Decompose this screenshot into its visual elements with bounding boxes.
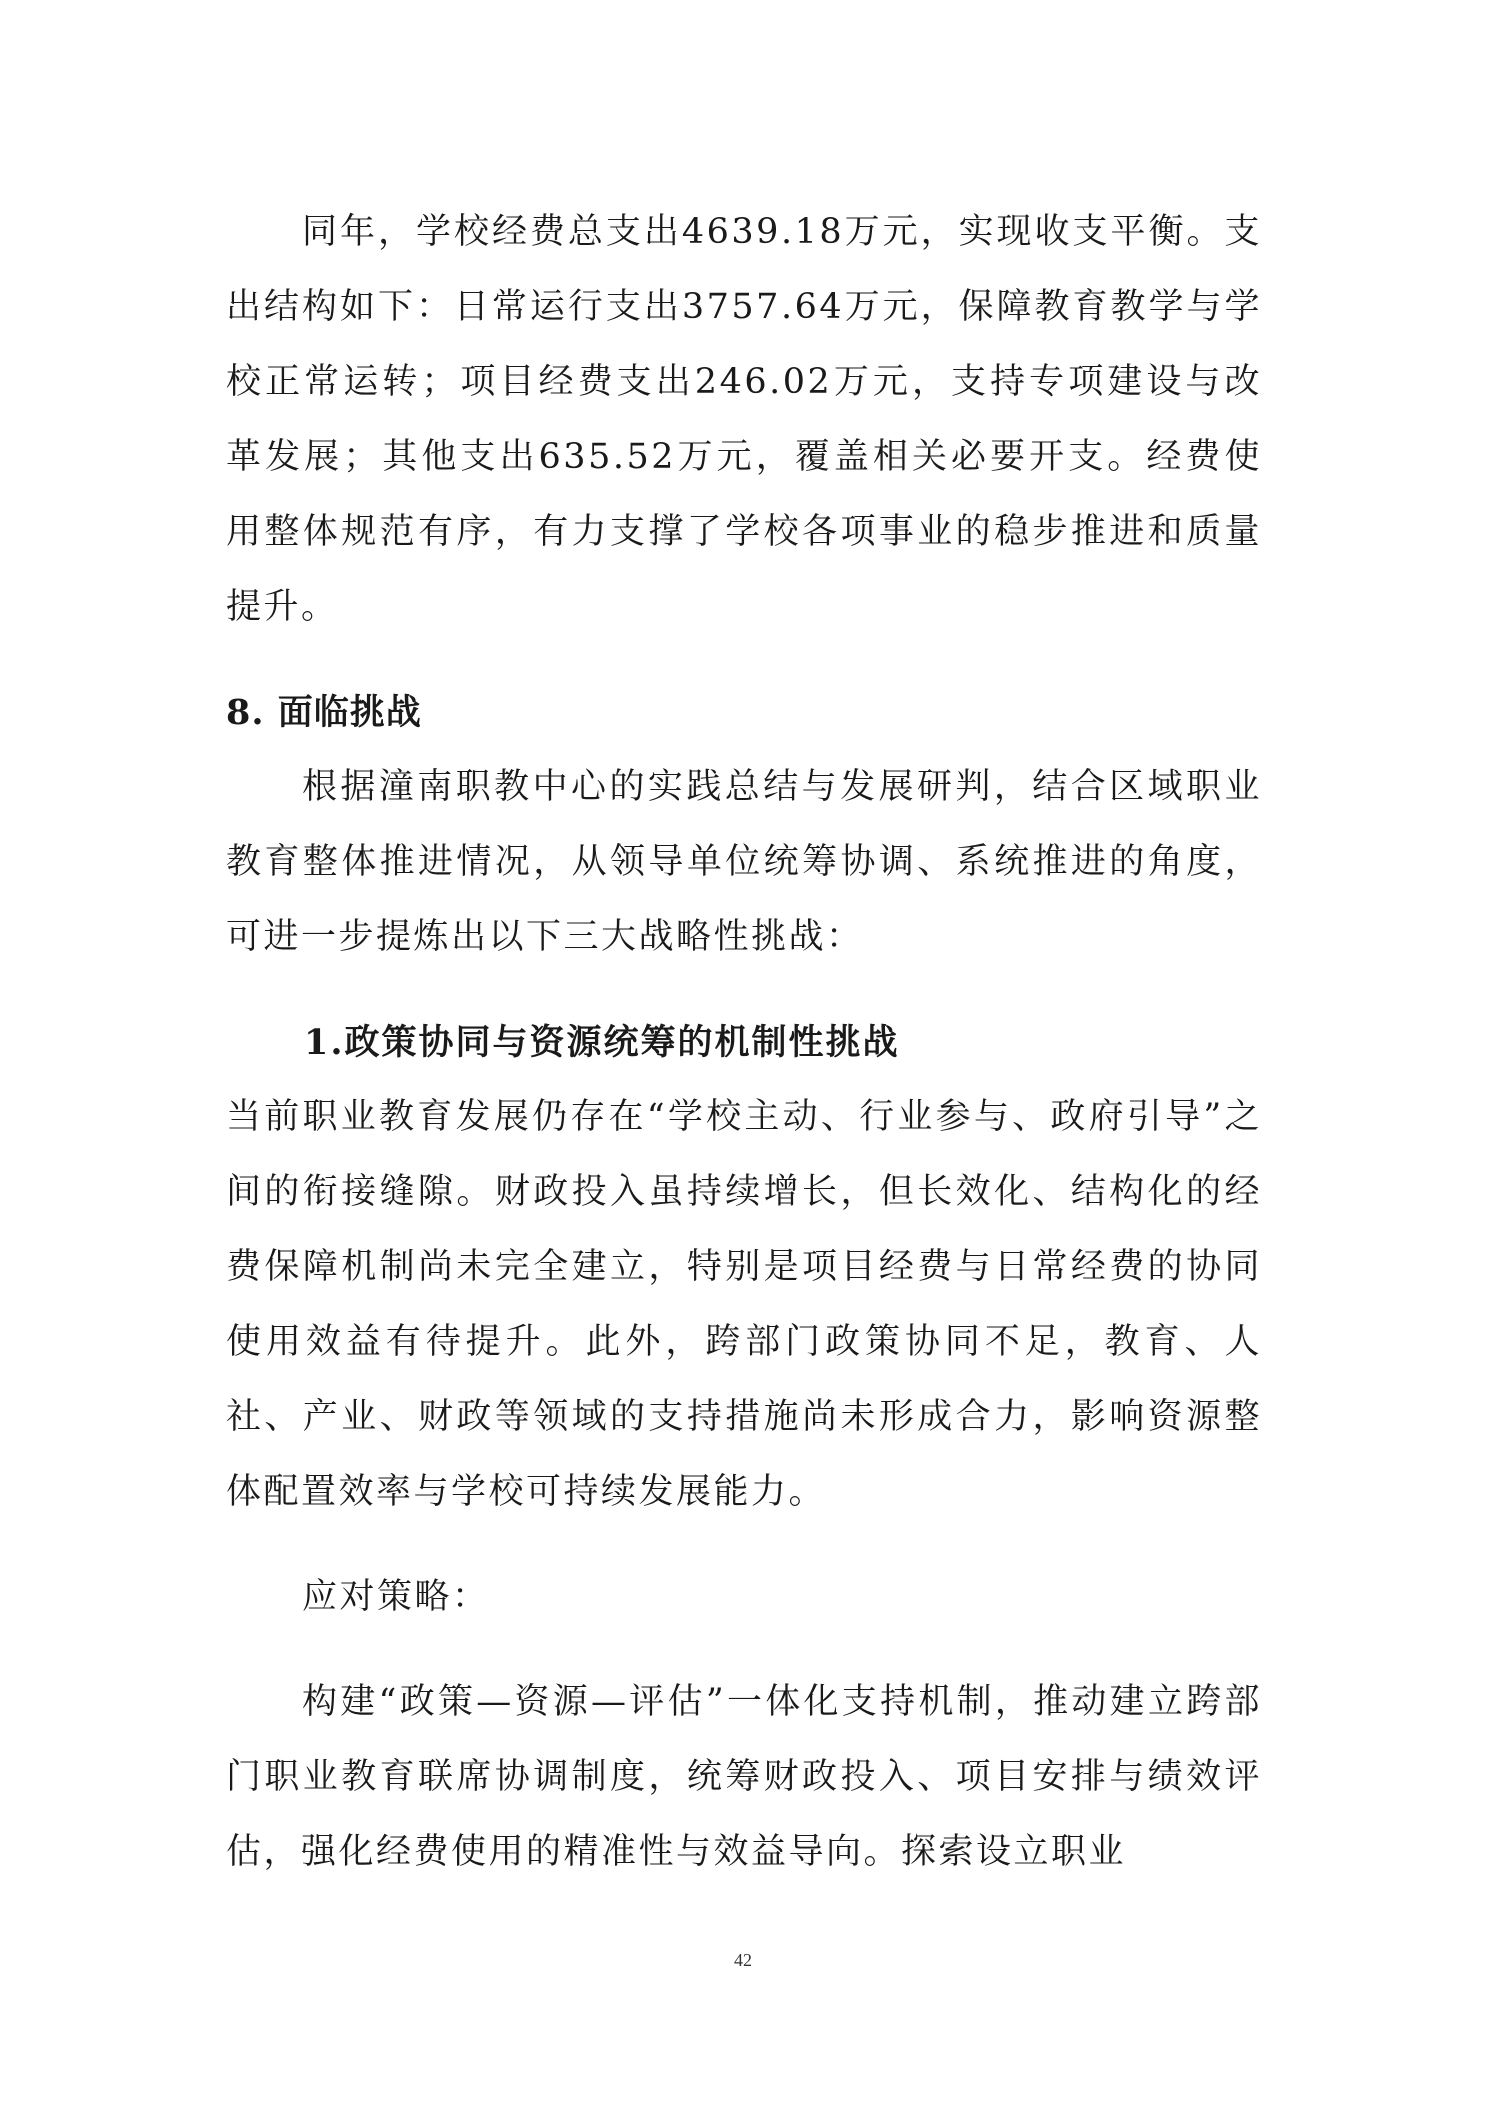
spacer <box>226 645 1262 675</box>
paragraph-challenge: 当前职业教育发展仍存在“学校主动、行业参与、政府引导”之间的衔接缝隙。财政投入虽持续增长，但长效化、结构化的经费保障机制尚未完全建立，特别是项目经费与日常经费的协同使用效益有待提升。此外，跨部门政策协同不足，教育、人社、产业、财政等领域的支持措施尚未形成合力，影响资源整体配置效率与学校可持续发展能力。 <box>226 1097 1262 1512</box>
subsection-heading: 1.政策协同与资源统筹的机制性挑战 <box>304 1022 900 1063</box>
spacer <box>226 1530 1262 1560</box>
page-number: 42 <box>734 1950 752 1970</box>
paragraph-expenditure: 同年，学校经费总支出4639.18万元，实现收支平衡。支出结构如下：日常运行支出3757.64万元，保障教育教学与学校正常运转；项目经费支出246.02万元，支持专项建设与改革发展；其他支出635.52万元，覆盖相关必要开支。经费使用整体规范有序，有力支撑了学校各项事业的稳步推进和质量提升。 <box>226 212 1262 627</box>
spacer <box>226 1635 1262 1665</box>
section-heading: 8. 面临挑战 <box>226 692 422 733</box>
paragraph-strategy-label: 应对策略： <box>302 1577 490 1617</box>
spacer <box>226 975 1262 1005</box>
paragraph-strategy: 构建“政策—资源—评估”一体化支持机制，推动建立跨部门职业教育联席协调制度，统筹财政投入、项目安排与绩效评估，强化经费使用的精准性与效益导向。探索设立职业 <box>226 1682 1262 1872</box>
paragraph-intro: 根据潼南职教中心的实践总结与发展研判，结合区域职业教育整体推进情况，从领导单位统筹协调、系统推进的角度，可进一步提炼出以下三大战略性挑战： <box>226 767 1262 957</box>
document-body <box>226 195 1262 1890</box>
